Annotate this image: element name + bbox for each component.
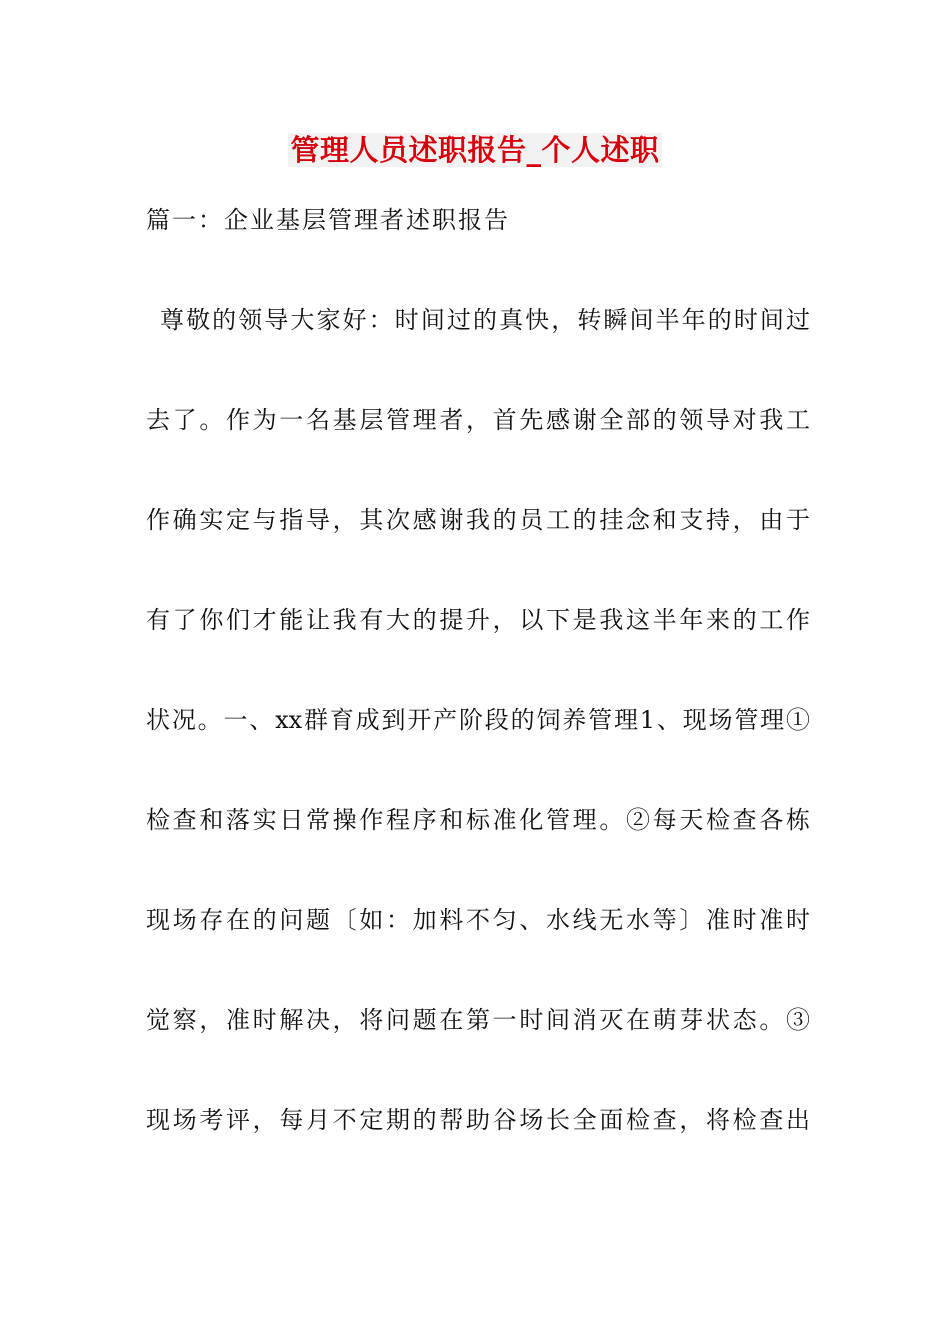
body-line-2: 去了。作为一名基层管理者，首先感谢全部的领导对我工 [146, 406, 810, 434]
body-line-6: 检查和落实日常操作程序和标准化管理。②每天检查各栋 [146, 806, 810, 834]
body-line-3: 作确实定与指导，其次感谢我的员工的挂念和支持，由于 [146, 506, 810, 534]
document-title [0, 128, 950, 172]
section-heading: 篇一：企业基层管理者述职报告 [146, 206, 510, 234]
body-line-7: 现场存在的问题〔如：加料不匀、水线无水等〕准时准时 [146, 906, 810, 934]
body-line-5: 状况。一、xx群育成到开产阶段的饲养管理1、现场管理① [146, 706, 810, 734]
body-line-1: 尊敬的领导大家好：时间过的真快，转瞬间半年的时间过 [160, 306, 810, 334]
body-line-4: 有了你们才能让我有大的提升，以下是我这半年来的工作 [146, 606, 810, 634]
body-line-9: 现场考评，每月不定期的帮助谷场长全面检查，将检查出 [146, 1106, 810, 1134]
document-title-text: 管理人员述职报告_个人述职 [290, 133, 660, 167]
body-line-8: 觉察，准时解决，将问题在第一时间消灭在萌芽状态。③ [146, 1006, 810, 1034]
